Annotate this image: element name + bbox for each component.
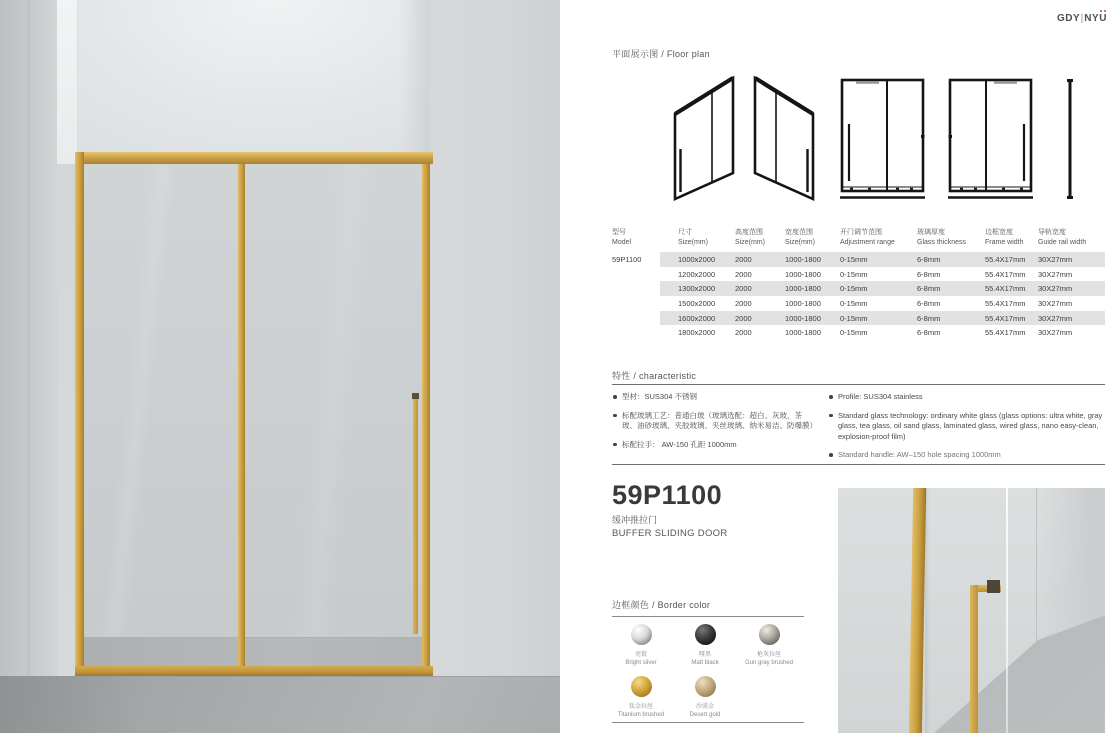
product-block: [612, 481, 728, 539]
logo-part2: NY: [1084, 13, 1100, 24]
bullet-icon: [829, 395, 833, 399]
border-color-label: 边框颜色 / Border color: [612, 600, 711, 610]
interior-floor: [84, 638, 422, 667]
product-model-title: 59P1100: [612, 480, 723, 510]
col-header-frame: 边框宽度 Frame width: [985, 229, 1024, 246]
diagram-door-open-right: [752, 74, 816, 201]
diagram-front-handle-left: [840, 77, 925, 203]
list-item: 标配玻璃工艺：普通白玻（玻璃选配：超白、灰玻、茶玻、油砂玻璃、夹胶玻璃、夹丝玻璃、纳米易洁、防爆膜）: [612, 411, 814, 432]
list-item: Profile: SUS304 stainless: [828, 392, 1105, 403]
color-option-desert-gold: 沙漠金 Desert gold: [673, 676, 737, 719]
color-options-row: [609, 624, 801, 667]
glass-panel: [84, 164, 422, 667]
color-option-titanium: 钛金拉丝 Titanium brushed: [609, 676, 673, 719]
col-header-glass: 玻璃厚度 Glass thickness: [917, 229, 967, 246]
diagram-door-open-left: [672, 74, 736, 201]
door-left-stile: [75, 152, 84, 677]
col-header-adjustment: 开门调节范围 Adjustment range: [840, 229, 895, 246]
alcove-wall: [78, 0, 433, 164]
col-header-height-range: 高度范围 Size(mm): [735, 229, 765, 246]
door-top-rail: [75, 152, 433, 164]
color-swatch: [695, 624, 716, 645]
table-row: 1300x2000 2000 1000-1800 0-15mm 6-8mm 55.4X17mm 30X27mm: [612, 281, 1105, 296]
characteristics-label: 特性 / characteristic: [612, 371, 697, 381]
divider: [612, 384, 1105, 385]
list-item: Standard glass technology: ordinary white glass (glass options: ultra white, gray glass, tea glass, oil sand glass, laminated glass, wired glass, nano easy-clean, explosion-proof film): [828, 411, 1105, 443]
table-row: 1600x2000 2000 1000-1800 0-15mm 6-8mm 55.4X17mm 30X27mm: [612, 311, 1105, 326]
floor-plan-label: 平面展示图 / Floor plan: [612, 49, 710, 59]
list-item: 型材：SUS304 不锈钢: [612, 392, 814, 403]
wall-left: [0, 0, 30, 733]
characteristics-en: [828, 392, 1105, 469]
model-cell: 59P1100: [612, 254, 642, 264]
col-header-model: 型号 Model: [612, 229, 632, 246]
bullet-icon: [613, 414, 617, 418]
color-swatch: [631, 676, 652, 697]
list-item: Standard handle: AW–150 hole spacing 1000mm: [828, 450, 1105, 461]
bullet-icon: [829, 453, 833, 457]
brand-logo: [1057, 13, 1107, 24]
product-name-zh: 缓冲推拉门: [612, 515, 658, 525]
logo-part1: GDY: [1057, 13, 1081, 24]
door-handle: [413, 393, 418, 634]
color-option-matt-black: 哑黑 Matt black: [673, 624, 737, 667]
divider: [612, 722, 804, 723]
col-header-guide-rail: 导轨宽度 Guide rail width: [1038, 229, 1087, 246]
door-handle: [970, 585, 978, 733]
logo-umlaut-icon: [1100, 10, 1102, 12]
color-options-row: [609, 676, 737, 719]
col-header-size: 尺寸 Size(mm): [678, 229, 708, 246]
product-name-en: BUFFER SLIDING DOOR: [612, 528, 728, 539]
divider: [612, 616, 804, 617]
color-option-gun-gray: 枪灰拉丝 Gun gray brushed: [737, 624, 801, 667]
bullet-icon: [829, 414, 833, 418]
divider: [612, 464, 1105, 465]
list-item: 标配拉手： AW-150 孔距 1000mm: [612, 440, 814, 451]
logo-last-letter: U: [1099, 13, 1107, 24]
door-frame-bar: [909, 488, 926, 733]
glass-reflection: [96, 164, 179, 667]
bullet-icon: [613, 395, 617, 399]
wall-pillar: [57, 0, 78, 164]
characteristics-zh: [612, 392, 828, 469]
glass-edge: [1006, 488, 1008, 733]
characteristics: [612, 392, 1105, 469]
glass-reflection: [287, 164, 376, 667]
floor-shadow: [0, 676, 140, 733]
color-swatch: [695, 676, 716, 697]
wall-left-shadow: [30, 0, 58, 733]
spec-table: [612, 228, 1105, 340]
color-swatch: [759, 624, 780, 645]
table-row: 1500x2000 2000 1000-1800 0-15mm 6-8mm 55.4X17mm 30X27mm: [678, 298, 1073, 308]
col-header-width-range: 宽度范围 Size(mm): [785, 229, 815, 246]
diagram-side-profile: [1065, 78, 1075, 200]
bullet-icon: [613, 443, 617, 447]
color-option-bright-silver: 亮银 Bright silver: [609, 624, 673, 667]
frame-shadow: [925, 488, 930, 733]
door-middle-stile: [238, 164, 245, 667]
door-right-stile: [422, 164, 430, 667]
logo-divider: |: [1080, 13, 1084, 24]
detail-photo: [838, 488, 1105, 733]
catalog-content: [560, 0, 1120, 733]
door-handle-mount: [412, 393, 419, 399]
table-row: 1800x2000 2000 1000-1800 0-15mm 6-8mm 55.4X17mm 30X27mm: [678, 328, 1073, 338]
handle-mount: [987, 580, 1000, 593]
table-header: [612, 228, 1105, 248]
table-row: 1200x2000 2000 1000-1800 0-15mm 6-8mm 55.4X17mm 30X27mm: [678, 269, 1073, 279]
alcove-right-shade: [400, 0, 433, 164]
diagram-front-handle-right: [948, 77, 1033, 203]
wall-right: [430, 0, 560, 676]
table-row: 59P1100 1000x2000 2000 1000-1800 0-15mm 6-8mm 55.4X17mm 30X27mm: [612, 252, 1105, 267]
color-swatch: [631, 624, 652, 645]
